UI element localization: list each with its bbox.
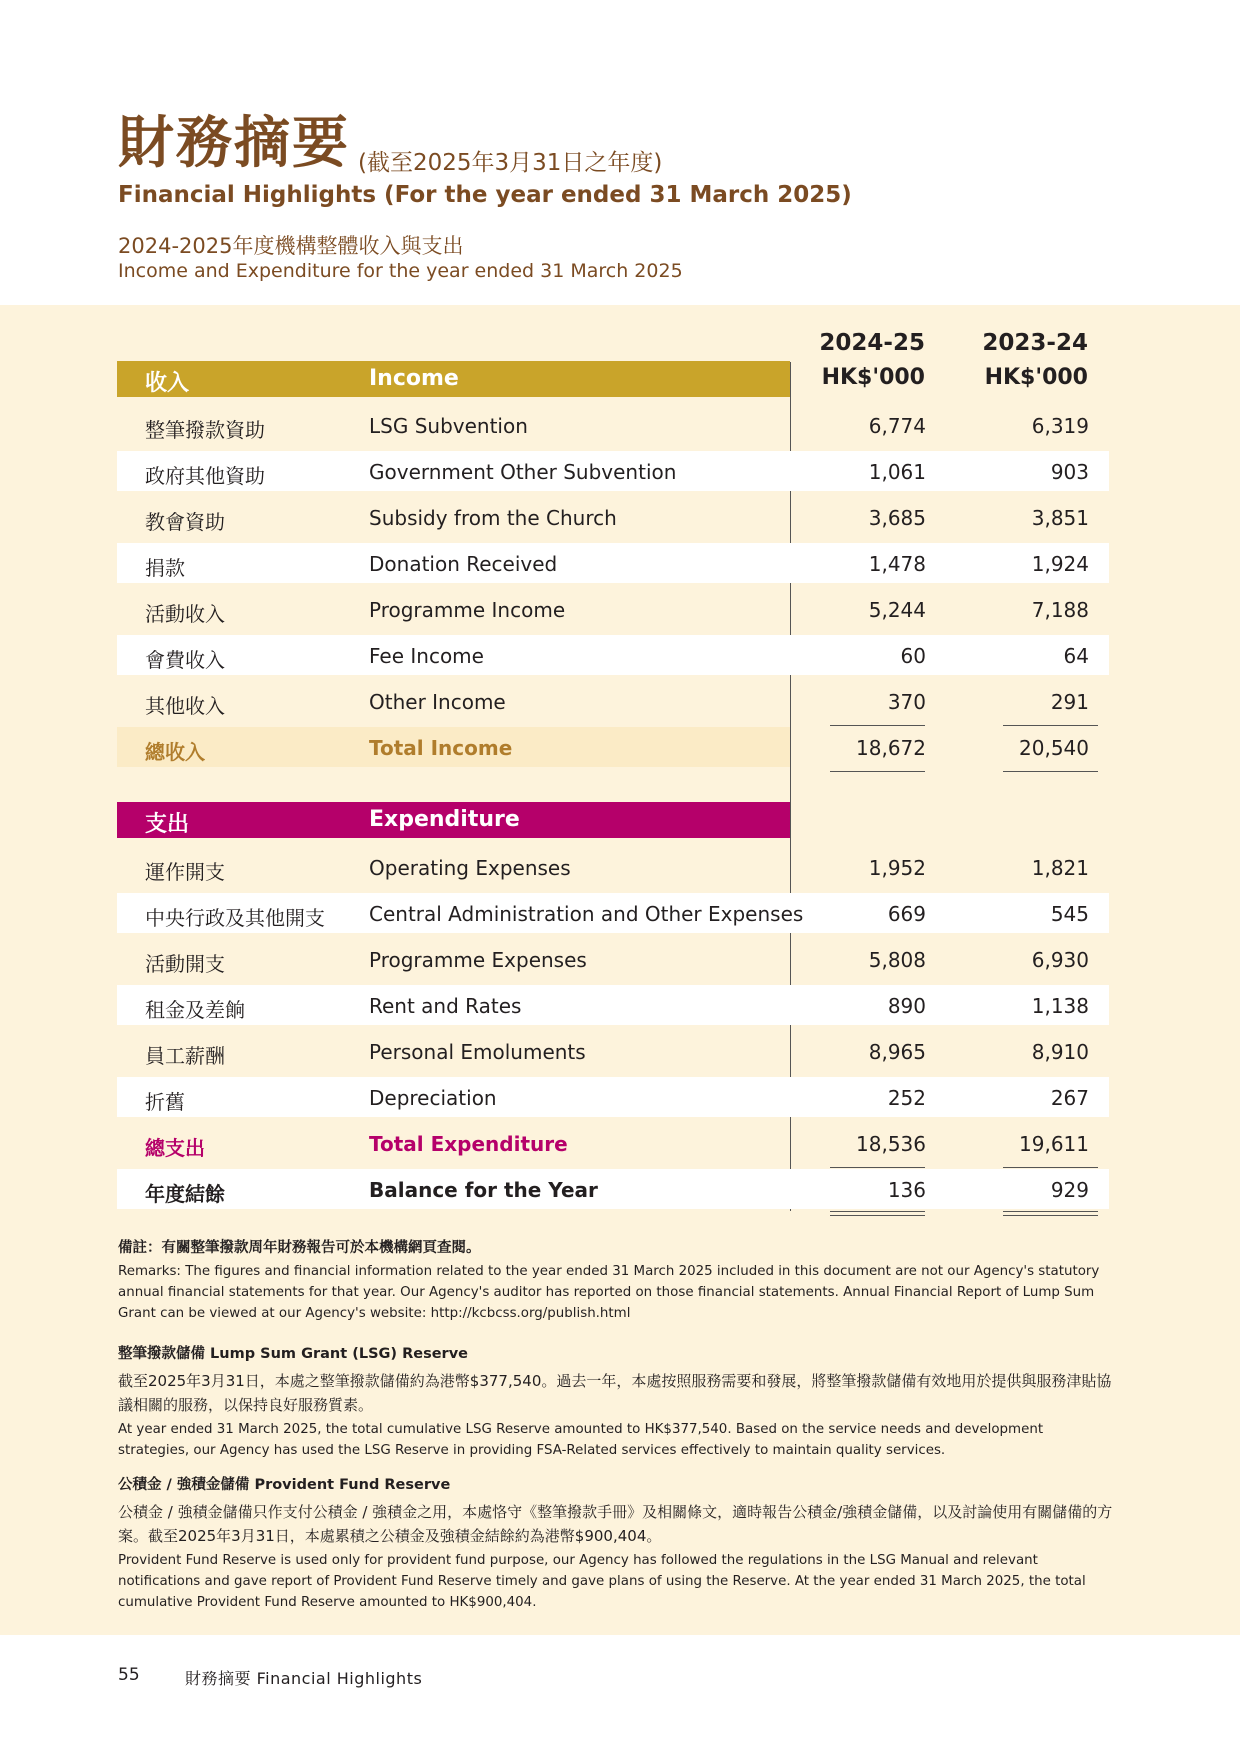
subtotal-rule	[830, 725, 925, 726]
subtotal-rule	[830, 1167, 925, 1168]
row-value-2023-24: 903	[1050, 460, 1089, 484]
column-year-2024-25: 2024-25	[819, 330, 925, 356]
pf-heading: 公積金 / 強積金儲備 Provident Fund Reserve	[118, 1477, 451, 1493]
table-row	[117, 893, 1109, 933]
row-value-2024-25: 1,952	[868, 856, 926, 880]
row-value-2024-25: 669	[887, 902, 926, 926]
row-value-2024-25: 5,808	[868, 948, 926, 972]
row-value-2024-25: 5,244	[868, 598, 926, 622]
table-row	[117, 497, 1109, 537]
row-label-en: Programme Income	[369, 598, 566, 622]
row-value-2024-25: 1,061	[868, 460, 926, 484]
row-label-zh: 租金及差餉	[145, 998, 245, 1022]
row-value-2023-24: 1,924	[1031, 552, 1089, 576]
row-value-2024-25: 3,685	[868, 506, 926, 530]
row-label-zh: 其他收入	[145, 694, 225, 718]
row-value-2024-25: 60	[900, 644, 926, 668]
table-row	[117, 589, 1109, 629]
page-number: 55	[118, 1665, 140, 1685]
remark-en: Remarks: The figures and financial information related to the year ended 31 March 2025 included in this document are not our Agency's statutory annual financial statements for that year. Our Agency's auditor has reported on those financial statements. Annual Financial Report of Lump Sum Grant can be viewed at our Agency's website: http://kcbcss.org/publish.html	[118, 1264, 1100, 1321]
table-row	[117, 405, 1109, 445]
total-income-label-en: Total Income	[369, 736, 513, 760]
income-heading-zh: 收入	[145, 371, 190, 396]
row-label-en: Programme Expenses	[369, 948, 587, 972]
total-income-row	[117, 727, 1089, 767]
page-title-en: Financial Highlights (For the year ended 31 March 2025)	[118, 182, 852, 208]
section-subtitle-en: Income and Expenditure for the year ended 31 March 2025	[118, 260, 683, 282]
double-rule	[1003, 1215, 1098, 1216]
remark-zh: 備註：有關整筆撥款周年財務報告可於本機構網頁查閱。	[118, 1240, 481, 1256]
row-value-2023-24: 1,821	[1031, 856, 1089, 880]
lsg-reserve-block	[118, 1344, 1113, 1461]
row-label-en: Subsidy from the Church	[369, 506, 617, 530]
balance-label-en: Balance for the Year	[369, 1178, 598, 1202]
table-row	[117, 451, 1109, 491]
double-rule	[830, 1211, 925, 1212]
row-label-en: Central Administration and Other Expenses	[369, 902, 804, 926]
total-expenditure-row	[117, 1123, 1109, 1163]
row-value-2023-24: 6,930	[1031, 948, 1089, 972]
expenditure-heading-bar	[117, 802, 790, 838]
row-value-2023-24: 64	[1063, 644, 1089, 668]
row-label-en: Rent and Rates	[369, 994, 522, 1018]
row-value-2023-24: 7,188	[1031, 598, 1089, 622]
row-value-2023-24: 3,851	[1031, 506, 1089, 530]
column-unit-1: HK$'000	[821, 365, 925, 390]
row-label-en: Government Other Subvention	[369, 460, 677, 484]
row-label-zh: 中央行政及其他開支	[145, 906, 325, 930]
table-row	[117, 847, 1109, 887]
expenditure-heading-zh: 支出	[145, 812, 190, 837]
row-value-2024-25: 6,774	[868, 414, 926, 438]
row-value-2024-25: 1,478	[868, 552, 926, 576]
footer-title: 財務摘要 Financial Highlights	[185, 1669, 423, 1688]
row-label-zh: 捐款	[145, 556, 185, 580]
row-label-zh: 政府其他資助	[145, 464, 265, 488]
row-label-en: Donation Received	[369, 552, 558, 576]
row-value-2023-24: 291	[1050, 690, 1089, 714]
balance-label-zh: 年度結餘	[145, 1182, 225, 1206]
row-label-zh: 員工薪酬	[145, 1044, 225, 1068]
row-label-en: Other Income	[369, 690, 506, 714]
row-label-zh: 活動收入	[145, 602, 225, 626]
row-label-zh: 運作開支	[145, 860, 225, 884]
row-label-zh: 折舊	[145, 1090, 185, 1114]
row-value-2024-25: 370	[887, 690, 926, 714]
income-heading-en: Income	[369, 366, 459, 391]
row-label-en: Depreciation	[369, 1086, 497, 1110]
total-rule	[1003, 771, 1098, 772]
row-value-2023-24: 545	[1050, 902, 1089, 926]
row-label-zh: 會費收入	[145, 648, 225, 672]
row-value-2024-25: 252	[887, 1086, 926, 1110]
subtotal-rule	[1003, 1167, 1098, 1168]
balance-2024-25: 136	[887, 1178, 926, 1202]
total-income-2023-24: 20,540	[1019, 736, 1089, 760]
expenditure-heading-en: Expenditure	[369, 807, 520, 832]
table-row	[117, 939, 1109, 979]
table-row	[117, 635, 1109, 675]
income-heading-bar	[117, 361, 790, 397]
row-value-2023-24: 8,910	[1031, 1040, 1089, 1064]
table-row	[117, 1077, 1109, 1117]
lsg-heading: 整筆撥款儲備 Lump Sum Grant (LSG) Reserve	[118, 1346, 468, 1362]
row-label-zh: 整筆撥款資助	[145, 418, 265, 442]
pf-text-en: Provident Fund Reserve is used only for provident fund purpose, our Agency has followed the regulations in the LSG Manual and relevant notifications and gave report of Provident Fund Reserve timely and gave plans of using the Reserve. At the year ended 31 March 2025, the total cumulative Provident Fund Reserve amounted to HK$900,404.	[118, 1553, 1086, 1610]
row-label-en: Personal Emoluments	[369, 1040, 586, 1064]
row-label-en: Operating Expenses	[369, 856, 571, 880]
table-row	[117, 543, 1109, 583]
provident-fund-block	[118, 1475, 1113, 1613]
page-title-period: (截至2025年3月31日之年度)	[358, 150, 663, 176]
column-year-2023-24: 2023-24	[982, 330, 1088, 356]
row-value-2023-24: 267	[1050, 1086, 1089, 1110]
total-rule	[830, 771, 925, 772]
subtotal-rule	[1003, 725, 1098, 726]
row-label-zh: 活動開支	[145, 952, 225, 976]
total-expenditure-2024-25: 18,536	[856, 1132, 926, 1156]
row-value-2024-25: 8,965	[868, 1040, 926, 1064]
row-value-2024-25: 890	[887, 994, 926, 1018]
double-rule	[1003, 1211, 1098, 1212]
pf-text-zh: 公積金 / 強積金儲備只作支付公積金 / 強積金之用，本處恪守《整筆撥款手冊》及相關條文，適時報告公積金/強積金儲備，以及討論使用有關儲備的方案。截至2025年3月31日，本處累積之公積金及強積金結餘約為港幣$900,404。	[118, 1503, 1113, 1545]
double-rule	[830, 1215, 925, 1216]
balance-row	[117, 1169, 1109, 1209]
row-label-zh: 教會資助	[145, 510, 225, 534]
balance-2023-24: 929	[1050, 1178, 1089, 1202]
row-label-en: LSG Subvention	[369, 414, 528, 438]
total-income-2024-25: 18,672	[856, 736, 926, 760]
column-unit-2: HK$'000	[984, 365, 1088, 390]
row-label-en: Fee Income	[369, 644, 484, 668]
total-expenditure-2023-24: 19,611	[1019, 1132, 1089, 1156]
lsg-text-en: At year ended 31 March 2025, the total cumulative LSG Reserve amounted to HK$377,540. Based on the service needs and development strategies, our Agency has used the LSG Reserve in providing FSA-Related services effectively to maintain quality services.	[118, 1422, 1044, 1458]
row-value-2023-24: 1,138	[1031, 994, 1089, 1018]
table-row	[117, 1031, 1109, 1071]
total-income-label-zh: 總收入	[145, 740, 205, 764]
remarks-block	[118, 1238, 1113, 1324]
lsg-text-zh: 截至2025年3月31日，本處之整筆撥款儲備約為港幣$377,540。過去一年，本處按照服務需要和發展，將整筆撥款儲備有效地用於提供與服務津貼協議相關的服務，以保持良好服務質素。	[118, 1372, 1112, 1414]
table-row	[117, 985, 1109, 1025]
row-value-2023-24: 6,319	[1031, 414, 1089, 438]
table-row	[117, 681, 1109, 721]
total-expenditure-label-en: Total Expenditure	[369, 1132, 568, 1156]
page-title-zh: 財務摘要	[118, 111, 350, 176]
section-subtitle-zh: 2024-2025年度機構整體收入與支出	[118, 234, 464, 258]
total-expenditure-label-zh: 總支出	[145, 1136, 205, 1160]
